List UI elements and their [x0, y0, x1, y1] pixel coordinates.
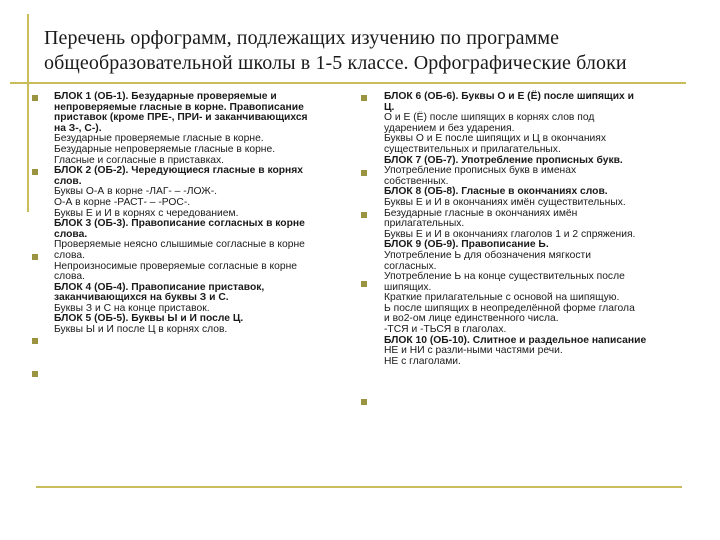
right-column-line: НЕ с глаголами.: [384, 355, 461, 367]
right-column-line: БЛОК 6 (ОБ-6). Буквы О и Е (Ё) после шипящих и: [384, 91, 634, 102]
square-bullet-icon: [32, 338, 38, 344]
left-column-line: слова.: [54, 271, 85, 283]
square-bullet-icon: [32, 254, 38, 260]
right-column-line: шипящих.: [384, 281, 432, 293]
right-column-line: Краткие прилагательные с основой на шипящую.: [384, 292, 620, 304]
left-column-line: приставок (кроме ПРЕ-, ПРИ- и заканчивающихся: [54, 112, 308, 124]
title-line-2: общеобразовательной школы в 1-5 классе. Орфографические блоки: [44, 52, 627, 74]
left-column-line: БЛОК 5 (ОБ-5). Буквы Ы и И после Ц.: [54, 313, 244, 325]
square-bullet-icon: [361, 95, 367, 101]
square-bullet-icon: [361, 399, 367, 405]
right-column-line: БЛОК 9 (ОБ-9). Правописание Ь.: [384, 239, 549, 251]
right-column-line: и во2-ом лице единственного числа.: [384, 313, 559, 325]
right-column-line: собственных.: [384, 175, 449, 187]
left-column-line: слова.: [54, 249, 85, 261]
right-column-line: Ц.: [384, 101, 395, 113]
right-column-line: Ь после шипящих в неопределённой форме глагола: [384, 302, 635, 314]
left-column-line: Буквы Е и И в корнях с чередованием.: [54, 207, 239, 219]
right-column-line: БЛОК 10 (ОБ-10). Слитное и раздельное написание: [384, 334, 647, 346]
right-column-line: БЛОК 7 (ОБ-7). Употребление прописных букв.: [384, 154, 623, 166]
right-column-line: ударением и без ударения.: [384, 122, 515, 134]
left-column-line: О-А в корне -РАСТ- – -РОС-.: [54, 196, 191, 208]
left-column-line: БЛОК 1 (ОБ-1). Безударные проверяемые и: [54, 91, 277, 102]
right-column-line: Употребление Ь на конце существительных после: [384, 271, 625, 283]
bottom-rule: [36, 486, 682, 488]
left-column-line: на З-, С-).: [54, 122, 102, 134]
left-column-line: Буквы О-А в корне -ЛАГ- – -ЛОЖ-.: [54, 186, 218, 198]
right-column-line: прилагательных.: [384, 218, 465, 230]
right-column-line: БЛОК 8 (ОБ-8). Гласные в окончаниях слов.: [384, 186, 608, 198]
left-column-line: Непроизносимые проверяемые согласные в корне: [54, 260, 298, 272]
page-title: [44, 26, 684, 76]
left-column-line: БЛОК 4 (ОБ-4). Правописание приставок,: [54, 281, 265, 293]
right-column-line: Употребление Ь для обозначения мягкости: [384, 249, 591, 261]
left-column-line: Безударные проверяемые гласные в корне.: [54, 133, 264, 145]
left-column-line: слова.: [54, 228, 88, 240]
right-column-text: [384, 92, 680, 367]
square-bullet-icon: [361, 212, 367, 218]
right-column-line: Употребление прописных букв в именах: [384, 165, 577, 177]
right-column-line: Безударные гласные в окончаниях имён: [384, 207, 578, 219]
right-column-line: существительных и прилагательных.: [384, 143, 561, 155]
decorative-vertical-line: [27, 14, 29, 212]
right-column-line: НЕ и НИ с разли-ными частями речи.: [384, 345, 563, 357]
left-column-text: [54, 92, 346, 336]
square-bullet-icon: [32, 95, 38, 101]
square-bullet-icon: [32, 371, 38, 377]
left-column-line: Проверяемые неясно слышимые согласные в корне: [54, 239, 305, 251]
right-column-line: О и Е (Ё) после шипящих в корнях слов под: [384, 112, 595, 124]
right-column-line: -ТСЯ и -ТЬСЯ в глаголах.: [384, 324, 507, 336]
square-bullet-icon: [361, 170, 367, 176]
right-column-line: Буквы Е и И в окончаниях глаголов 1 и 2 спряжения.: [384, 228, 636, 240]
left-column-line: непроверяемые гласные в корне. Правописание: [54, 101, 304, 113]
decorative-horizontal-line: [10, 82, 686, 84]
left-column-line: Буквы З и С на конце приставок.: [54, 302, 210, 314]
left-column-line: Гласные и согласные в приставках.: [54, 154, 225, 166]
left-column-line: Безударные непроверяемые гласные в корне.: [54, 143, 276, 155]
title-line-1: Перечень орфограмм, подлежащих изучению по программе: [44, 27, 560, 49]
right-column-line: согласных.: [384, 260, 437, 272]
left-column-line: слов.: [54, 175, 82, 187]
square-bullet-icon: [32, 169, 38, 175]
left-column-line: БЛОК 2 (ОБ-2). Чередующиеся гласные в корнях: [54, 165, 303, 177]
right-column-line: Буквы Е и И в окончаниях имён существительных.: [384, 196, 626, 208]
left-column-line: заканчивающихся на буквы З и С.: [54, 292, 229, 304]
right-column-line: Буквы О и Е после шипящих и Ц в окончаниях: [384, 133, 607, 145]
square-bullet-icon: [361, 281, 367, 287]
left-column-line: Буквы Ы и И после Ц в корнях слов.: [54, 324, 228, 336]
left-column-line: БЛОК 3 (ОБ-3). Правописание согласных в корне: [54, 218, 305, 230]
